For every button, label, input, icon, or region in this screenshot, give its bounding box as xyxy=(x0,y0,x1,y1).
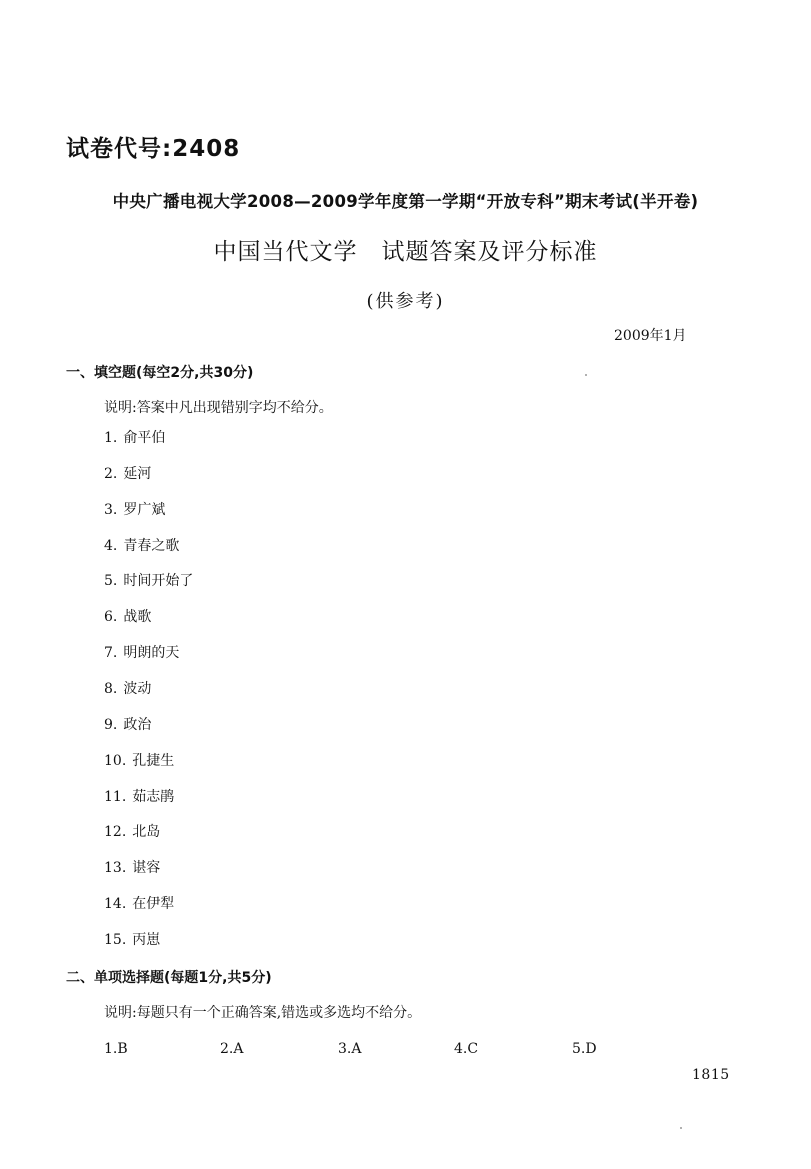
choice-answer: 5.D xyxy=(572,1041,597,1057)
multiple-choice-answers xyxy=(104,1038,664,1060)
answer-number: 12. xyxy=(104,824,127,840)
section-heading-multiple-choice: 二、单项选择题(每题1分,共5分) xyxy=(66,970,272,986)
answer-number: 10. xyxy=(104,753,127,769)
answer-text: 明朗的天 xyxy=(123,645,180,661)
course-title: 中国当代文学 xyxy=(213,239,358,265)
answer-number: 4. xyxy=(104,538,118,554)
answer-number: 15. xyxy=(104,932,127,948)
section-note-multiple-choice: 说明:每题只有一个正确答案,错选或多选均不给分。 xyxy=(104,1005,422,1021)
answer-text: 延河 xyxy=(123,466,152,482)
answer-number: 8. xyxy=(104,681,118,697)
answer-text: 俞平伯 xyxy=(123,430,166,446)
answer-text: 在伊犁 xyxy=(132,896,175,912)
scan-speck xyxy=(585,374,587,376)
answer-text: 孔捷生 xyxy=(132,753,175,769)
answer-number: 7. xyxy=(104,645,118,661)
answer-text: 茹志鹃 xyxy=(132,789,175,805)
answer-item xyxy=(104,893,174,915)
answer-key-title: 试题答案及评分标准 xyxy=(381,239,598,265)
page-number: 1815 xyxy=(692,1067,730,1083)
answer-text: 时间开始了 xyxy=(123,573,194,589)
answer-item xyxy=(104,642,179,664)
answer-text: 谌容 xyxy=(132,860,161,876)
answer-number: 11. xyxy=(104,789,127,805)
section-note-fill-in: 说明:答案中凡出现错别字均不给分。 xyxy=(104,400,333,416)
answer-text: 北岛 xyxy=(132,824,161,840)
answer-number: 3. xyxy=(104,502,118,518)
paper-code: 试卷代号:2408 xyxy=(66,136,241,162)
choice-answer: 1.B xyxy=(104,1041,128,1057)
section-heading-fill-in: 一、填空题(每空2分,共30分) xyxy=(66,365,254,381)
reference-note: (供参考) xyxy=(366,291,445,312)
answer-text: 战歌 xyxy=(123,609,152,625)
answer-text: 波动 xyxy=(123,681,152,697)
answer-text: 罗广斌 xyxy=(123,502,166,518)
choice-answer: 2.A xyxy=(220,1041,244,1057)
answer-item xyxy=(104,821,160,843)
answer-item xyxy=(104,427,165,449)
answer-number: 2. xyxy=(104,466,118,482)
answer-number: 9. xyxy=(104,717,118,733)
answer-item xyxy=(104,929,160,951)
answer-item xyxy=(104,463,151,485)
answer-text: 青春之歌 xyxy=(123,538,180,554)
answer-number: 13. xyxy=(104,860,127,876)
choice-answer: 4.C xyxy=(454,1041,479,1057)
answer-item xyxy=(104,499,165,521)
document-title xyxy=(0,233,811,266)
answer-item xyxy=(104,535,179,557)
answer-text: 政治 xyxy=(123,717,152,733)
scan-speck xyxy=(680,1127,682,1129)
exam-date: 2009年1月 xyxy=(614,328,687,344)
exam-header-line: 中央广播电视大学2008—2009学年度第一学期“开放专科”期末考试(半开卷) xyxy=(112,192,699,211)
answer-text: 丙崽 xyxy=(132,932,161,948)
answer-number: 14. xyxy=(104,896,127,912)
answer-number: 1. xyxy=(104,430,118,446)
answer-item xyxy=(104,857,160,879)
answer-item xyxy=(104,606,151,628)
answer-number: 6. xyxy=(104,609,118,625)
answer-number: 5. xyxy=(104,573,118,589)
answer-item xyxy=(104,750,174,772)
answer-item xyxy=(104,714,151,736)
answer-item xyxy=(104,678,151,700)
choice-answer: 3.A xyxy=(338,1041,362,1057)
answer-item xyxy=(104,786,174,808)
answer-item xyxy=(104,570,193,592)
